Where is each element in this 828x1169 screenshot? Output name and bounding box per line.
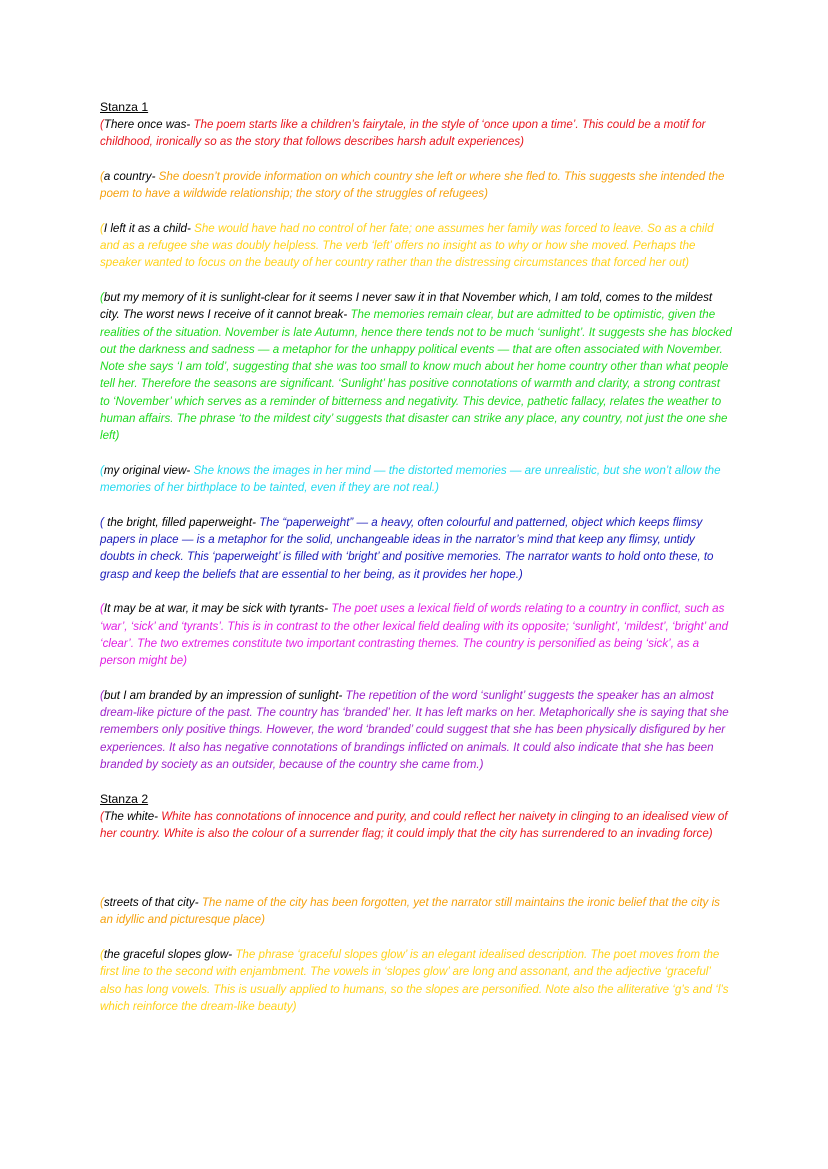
poem-quote: The white-: [103, 809, 158, 823]
annotation-paragraph: [100, 220, 732, 272]
document-content: [100, 99, 732, 1033]
open-bracket: (: [100, 221, 104, 235]
open-bracket: (: [100, 602, 104, 616]
poem-quote: There once was-: [103, 118, 191, 131]
annotation-paragraph: [100, 687, 732, 773]
annotation-note: The memories remain clear, but are admitted to be optimistic, given the realities of the situation. November is late Autumn, hence there tends not to be much ‘sunlight’. It suggests she has blocked out the darkness and sadness — a metaphor for the unhappy political events — that are often associated with November. Note she says ‘I am told’, suggesting that she was too small to know much about her home country other than what people tell her. Therefore the seasons are significant. ‘Sunlight’ has positive connotations of warmth and clarity, a strong contrast to ‘November’ which serves as a reminder of bitterness and negativity. This device, pathetic fallacy, relates the weather to human affairs. The phrase ‘to the mildest city’ suggests that disaster can strike any place, any country, not just the one she left): [100, 308, 732, 443]
poem-quote: the bright, filled paperweight-: [107, 515, 256, 529]
open-bracket: (: [100, 948, 104, 962]
annotation-note: The repetition of the word ‘sunlight’ suggests the speaker has an almost dream-like picture of the past. The country has ‘branded’ her. It has left marks on her. Metaphorically she is saying that she remembers only positive things. However, the word ‘branded’ could suggest that she has been physically disfigured by her experiences. It also has negative connotations of brandings inflicted on animals. It could also indicate that she has been branded by society as an outsider, because of the country she came from.): [100, 688, 729, 771]
annotation-note: The poet uses a lexical field of words relating to a country in conflict, such as ‘war’, ‘sick’ and ‘tyrants’. This is in contrast to the other lexical field dealing with its opposite; ‘sunlight’, ‘mildest’, ‘bright’ and ‘clear’. The two extremes constitute two important contrasting themes. The country is personified as being ‘sick’, as a person might be): [100, 602, 729, 668]
poem-quote: streets of that city-: [103, 896, 199, 910]
stanza-2-notes: [100, 808, 732, 1016]
open-bracket: (: [100, 515, 108, 529]
annotation-paragraph: [100, 168, 732, 203]
annotation-note: The name of the city has been forgotten, yet the narrator still maintains the ironic belief that the city is an idyllic and picturesque place): [100, 896, 720, 927]
annotation-note: The phrase ‘graceful slopes glow’ is an elegant idealised description. The poet moves from the first line to the second with enjambment. The vowels in ‘slopes glow’ are long and assonant, and the adjective ‘graceful’ also has long vowels. This is usually applied to humans, so the slopes are personified. Note also the alliterative ‘g’s and ‘l’s which reinforce the dream-like beauty): [100, 948, 729, 1013]
open-bracket: (: [100, 688, 104, 702]
annotation-note: She doesn’t provide information on which country she left or where she fled to. This suggests she intended the poem to have a wildwide relationship; the story of the struggles of refugees): [100, 169, 725, 201]
open-bracket: (: [100, 290, 104, 304]
annotation-note: The “paperweight” — a heavy, often colourful and patterned, object which keeps flimsy papers in place — is a metaphor for the solid, unchangeable ideas in the narrator’s mind that keep any flimsy, untidy doubts in check. This ‘paperweight’ is filled with ‘bright’ and positive memories. The narrator wants to hold onto these, to grasp and keep the beliefs that are essential to her being, as it provides her hope.): [100, 515, 714, 581]
stanza-1-heading: Stanza 1: [100, 100, 149, 114]
open-bracket: (: [100, 896, 104, 910]
poem-quote: I left it as a child-: [103, 221, 191, 235]
annotation-paragraph: [100, 600, 732, 669]
poem-quote: a country-: [103, 169, 156, 183]
open-bracket: (: [100, 118, 104, 131]
open-bracket: (: [100, 463, 104, 477]
stanza-2-heading: Stanza 2: [100, 791, 149, 806]
annotation-note: White has connotations of innocence and purity, and could reflect her naivety in clinging to an idealised view of her country. White is also the colour of a surrender flag; it could imply that the city has surrendered to an invading force): [100, 809, 728, 840]
annotation-note: She would have had no control of her fate; one assumes her family was forced to leave. So as a child and as a refugee she was doubly helpless. The verb ‘left’ offers no insight as to why or how she moved. Perhaps the speaker wanted to focus on the beauty of her country rather than the distressing circumstances that forced her out): [100, 221, 714, 270]
annotation-paragraph: [100, 289, 732, 445]
poem-quote: the graceful slopes glow-: [103, 948, 233, 962]
annotation-paragraph: [100, 808, 732, 843]
poem-quote: but I am branded by an impression of sunlight-: [103, 688, 343, 702]
open-bracket: (: [100, 169, 104, 183]
poem-quote: my original view-: [103, 463, 191, 477]
annotation-paragraph: [100, 894, 732, 929]
annotation-paragraph: [100, 462, 732, 497]
poem-quote: but my memory of it is sunlight-clear for it seems I never saw it in that November which, I am told, comes to the mildest city. The worst news I receive of it cannot break-: [100, 290, 713, 322]
open-bracket: (: [100, 809, 104, 823]
annotation-note: She knows the images in her mind — the distorted memories — are unrealistic, but she won’t allow the memories of her birthplace to be tainted, even if they are not real.): [100, 463, 721, 495]
annotation-paragraph: [100, 514, 732, 583]
annotation-paragraph: [100, 116, 732, 151]
poem-quote: It may be at war, it may be sick with tyrants-: [103, 602, 329, 616]
annotation-note: The poem starts like a children’s fairytale, in the style of ‘once upon a time’. This could be a motif for childhood, ironically so as the story that follows describes harsh adult experiences): [100, 118, 706, 149]
annotation-paragraph: [100, 946, 732, 1015]
stanza-1-notes: [100, 116, 732, 773]
